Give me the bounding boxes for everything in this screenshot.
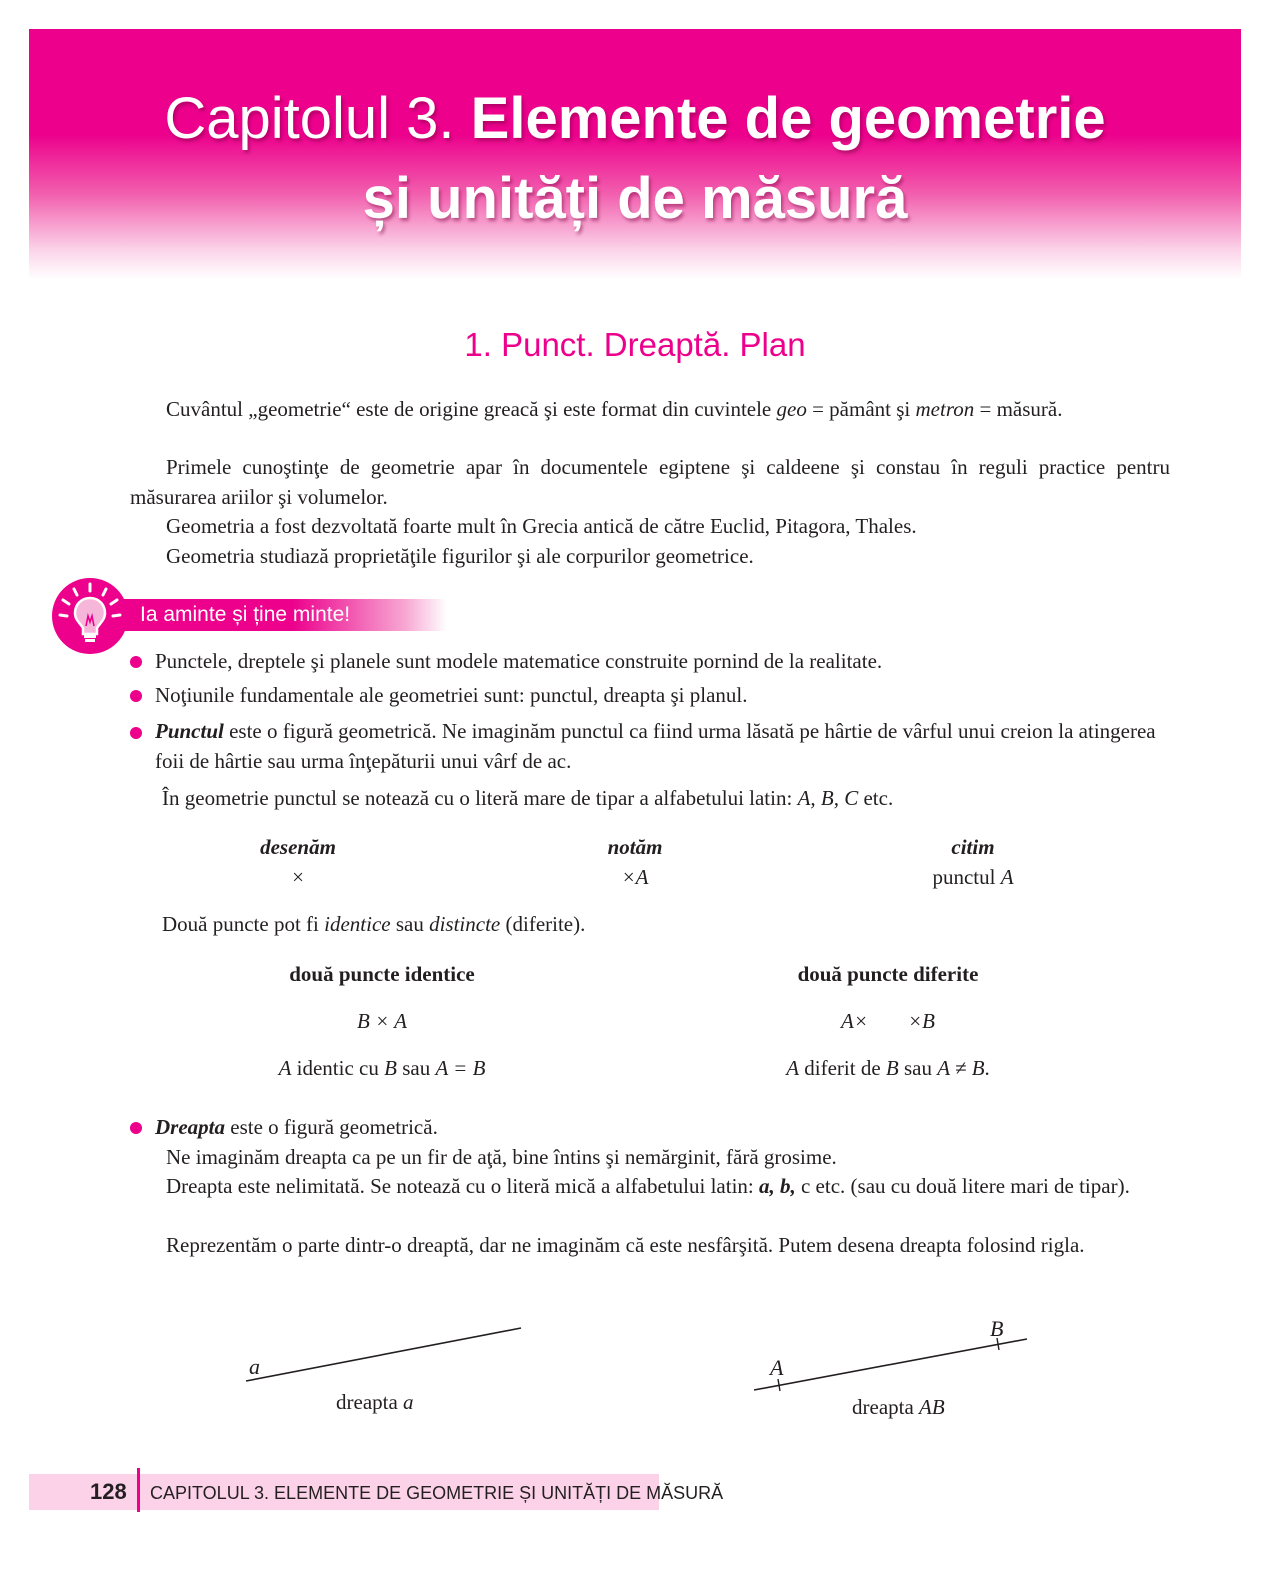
chapter-lead: Capitolul 3. bbox=[164, 86, 455, 151]
col-value-read: punctul A bbox=[932, 865, 1014, 889]
page-number: 128 bbox=[90, 1479, 127, 1504]
identical-points-block bbox=[232, 959, 532, 1083]
bullet-marker bbox=[130, 690, 142, 702]
line-a-label: a bbox=[249, 1354, 260, 1379]
different-caption: A diferit de B sau A ≠ B. bbox=[786, 1056, 990, 1080]
col-value-notate: ×A bbox=[621, 865, 649, 889]
point-a-label: A bbox=[770, 1355, 784, 1380]
line-paragraph-1: Ne imaginăm dreapta ca pe un fir de aţă, bine întins şi nemărginit, fără grosime. bbox=[166, 1145, 837, 1169]
line-ab-caption: dreapta AB bbox=[852, 1395, 945, 1419]
table-col-draw bbox=[198, 832, 398, 892]
col-value-draw: × bbox=[292, 865, 304, 889]
identical-caption: A identic cu B sau A = B bbox=[278, 1056, 486, 1080]
line-paragraph-3: Reprezentăm o parte dintr-o dreaptă, dar ne imaginăm că este nesfârşită. Putem desena dreapta folosind rigla. bbox=[166, 1233, 1085, 1257]
line-ab bbox=[754, 1339, 1027, 1390]
lightbulb-icon bbox=[52, 578, 128, 654]
chapter-title bbox=[29, 79, 1241, 239]
col-header-read: citim bbox=[951, 835, 995, 859]
identical-figure: B × A bbox=[357, 1009, 407, 1033]
line-a bbox=[246, 1328, 521, 1381]
chapter-banner bbox=[29, 29, 1241, 279]
point-notation-note: În geometrie punctul se notează cu o literă mare de tipar a alfabetului latin: A, B, C etc. bbox=[162, 786, 894, 810]
table-col-read bbox=[873, 832, 1073, 892]
intro-paragraph-4: Geometria studiază proprietăţile figurilor şi ale corpurilor geometrice. bbox=[166, 544, 754, 568]
intro-paragraph-1: Cuvântul „geometrie“ este de origine greacă şi este format din cuvintele geo = pământ şi metron = măsură. bbox=[166, 397, 1063, 421]
bullet-item-3: Punctul este o figură geometrică. Ne imaginăm punctul ca fiind urma lăsată pe hârtie de vârful unui creion la atingerea foii de hârtie sau urma înţepăturii unui vârf de ac. bbox=[155, 719, 1156, 773]
running-title: CAPITOLUL 3. ELEMENTE DE GEOMETRIE ȘI UNITĂȚI DE MĂSURĂ bbox=[150, 1483, 724, 1503]
intro-paragraph-3: Geometria a fost dezvoltată foarte mult în Grecia antică de către Euclid, Pitagora, Thales. bbox=[166, 514, 917, 538]
section-title: 1. Punct. Dreaptă. Plan bbox=[464, 326, 806, 363]
identical-header: două puncte identice bbox=[289, 962, 475, 986]
bullet-marker bbox=[130, 727, 142, 739]
line-a-figure bbox=[240, 1322, 530, 1392]
different-points-block bbox=[738, 959, 1038, 1083]
line-paragraph-2: Dreapta este nelimitată. Se notează cu o literă mică a alfabetului latin: a, b, c etc. (sau cu două litere mari de tipar). bbox=[166, 1174, 1130, 1198]
point-b-label: B bbox=[990, 1316, 1004, 1341]
two-points-sentence: Două puncte pot fi identice sau distincte (diferite). bbox=[162, 912, 586, 936]
chapter-title-line1: Elemente de geometrie bbox=[470, 86, 1106, 151]
bullet-item-1: Punctele, dreptele şi planele sunt modele matematice construite pornind de la realitate. bbox=[155, 649, 883, 673]
different-header: două puncte diferite bbox=[797, 962, 979, 986]
footer-separator bbox=[137, 1468, 140, 1512]
intro-paragraph-2: Primele cunoştinţe de geometrie apar în documentele egiptene şi caldeene şi constau în reguli practice pentru măsurarea ariilor şi volumelor. bbox=[130, 455, 1170, 509]
table-col-notate bbox=[535, 832, 735, 892]
remember-label: Ia aminte și ține minte! bbox=[140, 603, 351, 626]
col-header-notate: notăm bbox=[607, 835, 663, 859]
bullet-marker bbox=[130, 1122, 142, 1134]
line-a-caption: dreapta a bbox=[336, 1390, 414, 1414]
remember-box bbox=[52, 578, 402, 654]
col-header-draw: desenăm bbox=[260, 835, 336, 859]
different-figure: A× ×B bbox=[841, 1009, 935, 1033]
bullet-item-line: Dreapta este o figură geometrică. bbox=[155, 1115, 438, 1139]
bullet-item-2: Noţiunile fundamentale ale geometriei sunt: punctul, dreapta şi planul. bbox=[155, 683, 748, 707]
bullet-marker bbox=[130, 656, 142, 668]
chapter-title-line2: și unități de măsură bbox=[362, 166, 908, 231]
